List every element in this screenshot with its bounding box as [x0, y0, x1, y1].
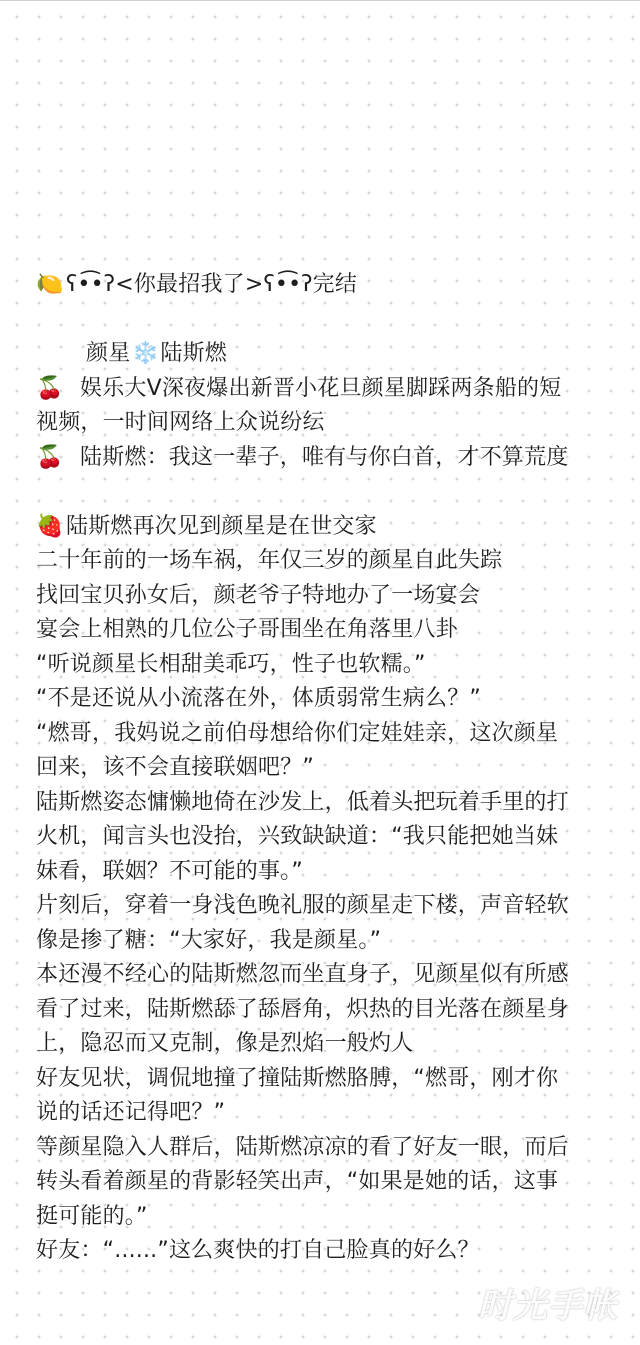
- strawberry-icon: 🍓: [36, 513, 64, 539]
- summary-line: [36, 372, 626, 407]
- story-line: 说的话还记得吧？”: [36, 1100, 226, 1125]
- lemon-icon: 🍋: [36, 272, 64, 297]
- story-line: 火机，闻言头也没抬，兴致缺缺道：“我只能把她当妹: [36, 824, 559, 849]
- story-line: 转头看着颜星的背影轻笑出声，“如果是她的话，这事: [36, 1169, 559, 1194]
- story-line: 二十年前的一场车祸，年仅三岁的颜星自此失踪: [36, 548, 503, 573]
- story-line: 好友见状，调侃地撞了撞陆斯燃胳膊，“燃哥，刚才你: [36, 1065, 559, 1091]
- story-line: 宴会上相熟的几位公子哥围坐在角落里八卦: [36, 617, 458, 642]
- female-lead-name: 颜星: [86, 341, 131, 366]
- story-line: 挺可能的。”: [36, 1203, 148, 1229]
- summary-line: [36, 406, 626, 441]
- story-line: 本还漫不经心的陆斯燃忽而坐直身子，见颜星似有所感: [36, 962, 569, 987]
- novel-title: ʕ•͡•ʔ<你最招我了>ʕ•͡•ʔ完结: [66, 272, 358, 297]
- story-line: [36, 510, 626, 545]
- story-line: “不是还说从小流落在外，体质弱常生病么？”: [36, 686, 481, 711]
- story-line: 好友：“......”这么爽快的打自己脸真的好么？: [36, 1238, 480, 1263]
- characters-line: [36, 337, 626, 372]
- male-lead-name: 陆斯燃: [160, 341, 228, 366]
- story-line: 片刻后，穿着一身浅色晚礼服的颜星走下楼，声音轻软: [36, 893, 569, 918]
- snowflake-icon: ❄️: [131, 341, 160, 366]
- story-line: 看了过来，陆斯燃舔了舔唇角，炽热的目光落在颜星身: [36, 996, 569, 1022]
- cherry-icon: 🍒: [36, 444, 64, 470]
- story-line: 找回宝贝孙女后，颜老爷子特地办了一场宴会: [36, 582, 481, 608]
- story-line: 回来，该不会直接联姻吧？”: [36, 755, 314, 780]
- title-line: [36, 268, 626, 303]
- note-content: [36, 268, 626, 1269]
- story-line: 像是掺了糖：“大家好，我是颜星。”: [36, 927, 382, 953]
- summary-line: [36, 441, 626, 476]
- story-text: 陆斯燃再次见到颜星是在世交家: [66, 513, 377, 539]
- story-line: “燃哥，我妈说之前伯母想给你们定娃娃亲，这次颜星: [36, 720, 559, 746]
- blank-line: [36, 475, 626, 510]
- story-line: 妹看，联姻？不可能的事。”: [36, 858, 303, 884]
- top-border: [0, 0, 640, 1]
- story-line: 等颜星隐入人群后，陆斯燃凉凉的看了好友一眼，而后: [36, 1134, 569, 1160]
- summary-text: 娱乐大V深夜爆出新晋小花旦颜星脚踩两条船的短: [80, 375, 562, 401]
- blank-line: [36, 303, 626, 338]
- story-line: 上，隐忍而又克制，像是烈焰一般灼人: [36, 1031, 414, 1056]
- story-line: “听说颜星长相甜美乖巧，性子也软糯。”: [36, 651, 426, 677]
- story-line: 陆斯燃姿态慵懒地倚在沙发上，低着头把玩着手里的打: [36, 789, 569, 815]
- cherry-icon: 🍒: [36, 375, 64, 401]
- summary-text: 视频，一时间网络上众说纷纭: [36, 410, 325, 435]
- app-watermark: 时光手帐: [478, 1286, 618, 1326]
- summary-text: 陆斯燃：我这一辈子，唯有与你白首，才不算荒度: [80, 444, 569, 470]
